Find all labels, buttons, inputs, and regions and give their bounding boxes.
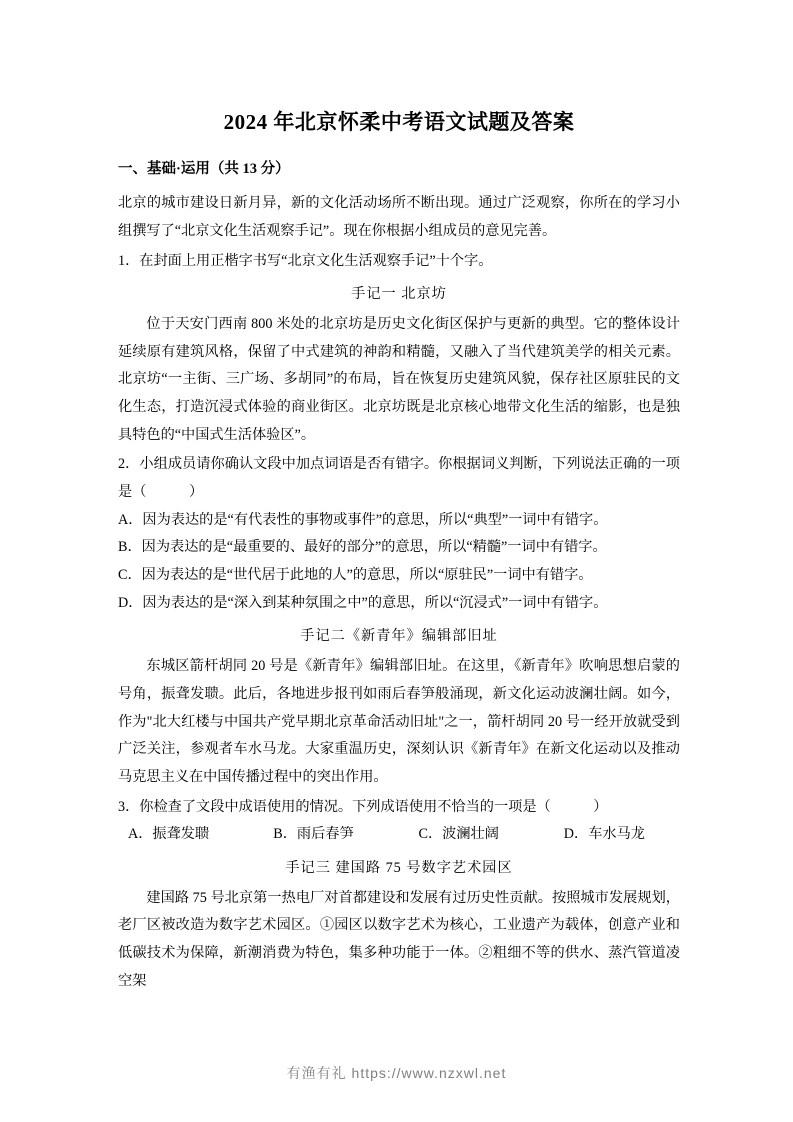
note-2-title: 手记二《新青年》编辑部旧址 xyxy=(300,628,498,645)
question-2-option-b: B．因为表达的是“最重要的、最好的部分”的意思，所以“精髓”一词中有错字。 xyxy=(118,539,607,556)
question-3-option-d: D．车水马龙 xyxy=(563,826,645,843)
question-1: 1．在封面上用正楷字书写“北京文化生活观察手记”十个字。 xyxy=(118,252,493,269)
page-footer: 有渔有礼 https://www.nzxwl.net xyxy=(286,1065,507,1081)
question-2-option-c: C．因为表达的是“世代居于此地的人”的意思，所以“原驻民”一词中有错字。 xyxy=(118,567,593,584)
question-3-option-a: A．振聋发聩 xyxy=(128,826,210,843)
page-title: 2024 年北京怀柔中考语文试题及答案 xyxy=(223,110,575,134)
note-3-title: 手记三 建国路 75 号数字艺术园区 xyxy=(285,859,513,876)
question-3-option-b: B．雨后春笋 xyxy=(273,826,354,843)
note-2-body: 东城区箭杆胡同 20 号是《新青年》编辑部旧址。在这里，《新青年》吹响思想启蒙的号角，振聋发聩。此后，各地进步报刊如雨后春笋般涌现，新文化运动波澜壮阔。如今，作为"北大红楼与中国共产党早期北京革命活动旧址"之一，箭杆胡同 20 号一经开放就受到广泛关注，参观者车水马龙。大家重温历史，深刻认识《新青年》在新文化运动以及推动马克思主义在中国传播过程中的突出作用。 xyxy=(118,658,680,785)
question-2-option-a: A．因为表达的是“有代表性的事物或事件”的意思，所以“典型”一词中有错字。 xyxy=(118,511,608,528)
question-3: 3．你检查了文段中成语使用的情况。下列成语使用不恰当的一项是（ ） xyxy=(118,798,608,815)
section-heading: 一、基础·运用（共 13 分） xyxy=(118,161,290,178)
note-3-body: 建国路 75 号北京第一热电厂对首都建设和发展有过历史性贡献。按照城市发展规划，老厂区被改造为数字艺术园区。①园区以数字艺术为核心，工业遗产为载体，创意产业和低碳技术为保障，新潮消费为特色，集多种功能于一体。②粗细不等的供水、蒸汽管道凌空架 xyxy=(118,889,680,989)
question-2-option-d: D．因为表达的是“深入到某种氛围之中”的意思，所以“沉浸式”一词中有错字。 xyxy=(118,594,608,611)
note-1-title: 手记一 北京坊 xyxy=(351,286,447,303)
intro-paragraph: 北京的城市建设日新月异，新的文化活动场所不断出现。通过广泛观察，你所在的学习小组撰写了“北京文化生活观察手记”。现在你根据小组成员的意见完善。 xyxy=(118,195,680,239)
question-2: 2．小组成员请你确认文段中加点词语是否有错字。你根据词义判断，下列说法正确的一项是（ ） xyxy=(118,456,680,501)
note-1-body: 位于天安门西南 800 米处的北京坊是历史文化街区保护与更新的典型。它的整体设计延续原有建筑风格，保留了中式建筑的神韵和精髓，又融入了当代建筑美学的相关元素。北京坊“一主街、三广场、多胡同”的布局，旨在恢复历史建筑风貌，保存社区原驻民的文化生态，打造沉浸式体验的商业街区。北京坊既是北京核心地带文化生活的缩影，也是独具特色的“中国式生活体验区”。 xyxy=(118,315,680,443)
document-content xyxy=(118,108,680,997)
question-3-option-c: C．波澜壮阔 xyxy=(418,826,499,843)
question-3-options xyxy=(118,821,680,849)
